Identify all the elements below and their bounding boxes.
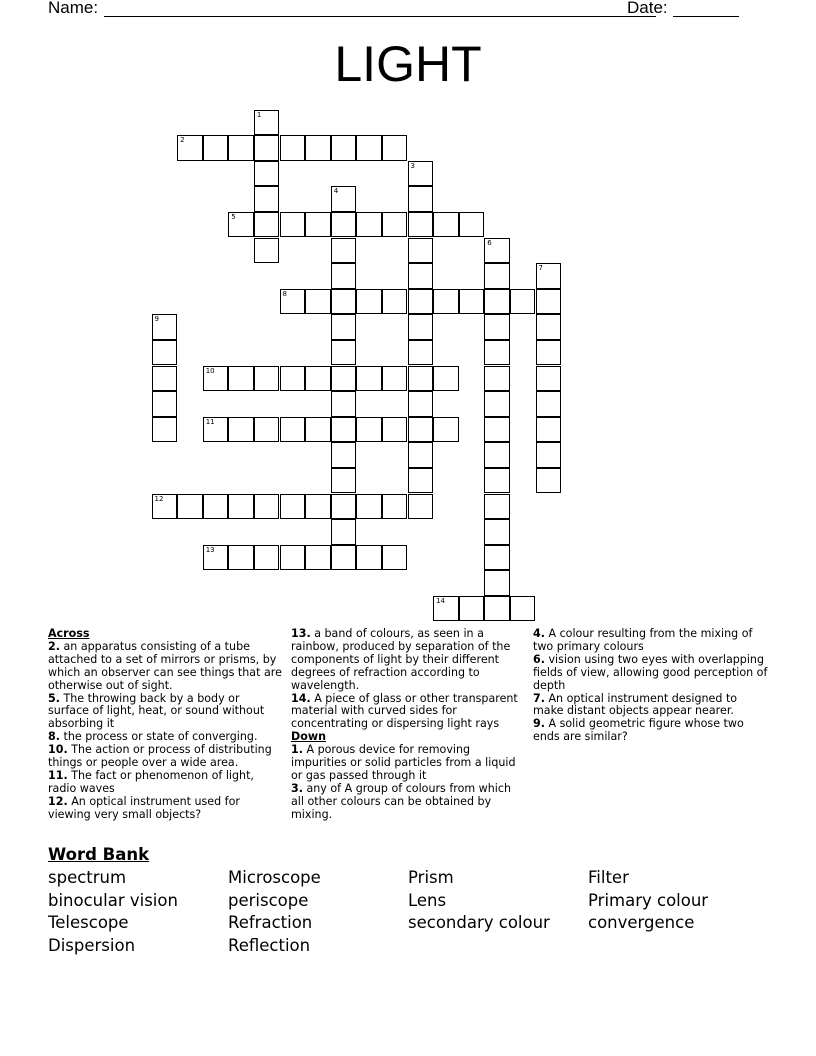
grid-cell[interactable] <box>203 366 229 392</box>
grid-cell[interactable] <box>305 289 331 315</box>
down-clue-4 <box>533 628 771 654</box>
grid-cell[interactable] <box>331 135 357 161</box>
grid-cell[interactable] <box>254 212 280 238</box>
clue-text: An optical instrument used for viewing very small objects? <box>48 794 240 821</box>
word-bank-title: Word Bank <box>48 845 150 864</box>
date-label: Date: <box>627 0 668 17</box>
grid-cell[interactable] <box>484 366 510 392</box>
grid-cell[interactable] <box>536 314 562 340</box>
grid-cell[interactable] <box>254 135 280 161</box>
clue-number: 14. <box>291 691 311 705</box>
grid-cell[interactable] <box>484 570 510 596</box>
grid-cell[interactable] <box>433 212 459 238</box>
grid-cell[interactable] <box>459 596 485 622</box>
grid-cell[interactable] <box>152 340 178 366</box>
grid-cell[interactable] <box>356 289 382 315</box>
grid-cell[interactable] <box>331 238 357 264</box>
grid-cell[interactable] <box>152 494 178 520</box>
grid-cell[interactable] <box>382 289 408 315</box>
down-clue-6 <box>533 654 771 693</box>
clue-number: 7. <box>533 691 545 705</box>
grid-cell[interactable] <box>484 391 510 417</box>
cell-number: 12 <box>154 494 164 503</box>
grid-cell[interactable] <box>280 494 306 520</box>
grid-cell[interactable] <box>484 289 510 315</box>
cell-number: 3 <box>410 161 415 170</box>
across-clue-11 <box>48 770 282 796</box>
word-bank-item: Telescope <box>48 913 129 933</box>
grid-cell[interactable] <box>484 263 510 289</box>
word-bank-item: Refraction <box>228 913 313 933</box>
clue-text: A porous device for removing impurities or solid particles from a liquid or gas passed through it <box>291 743 516 782</box>
puzzle-title: LIGHT <box>334 36 482 92</box>
clue-text: an apparatus consisting of a tube attached to a set of mirrors or prisms, by which an observer can see things that are otherwise out of sight. <box>48 639 282 692</box>
word-bank-item: Microscope <box>228 868 321 887</box>
grid-cell[interactable] <box>510 289 536 315</box>
grid-cell[interactable] <box>408 468 434 494</box>
grid-cell[interactable] <box>408 238 434 264</box>
clue-text: A solid geometric figure whose two ends are similar? <box>533 717 744 744</box>
grid-cell[interactable] <box>254 494 280 520</box>
clue-number: 6. <box>533 652 545 666</box>
clue-number: 10. <box>48 743 68 757</box>
grid-cell[interactable] <box>382 417 408 443</box>
cell-number: 11 <box>205 417 215 426</box>
clue-text: the process or state of converging. <box>63 730 258 744</box>
grid-cell[interactable] <box>152 366 178 392</box>
word-bank-item: Lens <box>408 890 447 910</box>
grid-cell[interactable] <box>331 314 357 340</box>
grid-cell[interactable] <box>382 135 408 161</box>
grid-cell[interactable] <box>536 263 562 289</box>
cell-number: 2 <box>180 136 185 145</box>
clues-column-2 <box>291 628 525 822</box>
grid-cell[interactable] <box>152 391 178 417</box>
word-bank-item: binocular vision <box>48 890 178 910</box>
grid-cell[interactable] <box>484 417 510 443</box>
grid-cell[interactable] <box>510 596 536 622</box>
grid-cell[interactable] <box>254 545 280 571</box>
grid-cell[interactable] <box>484 494 510 520</box>
grid-cell[interactable] <box>484 238 510 264</box>
grid-cell[interactable] <box>408 161 434 187</box>
grid-cell[interactable] <box>408 442 434 468</box>
grid-cell[interactable] <box>382 212 408 238</box>
down-clue-7 <box>533 693 771 719</box>
grid-cell[interactable] <box>305 366 331 392</box>
grid-cell[interactable] <box>408 417 434 443</box>
clue-text: A colour resulting from the mixing of two primary colours <box>533 627 753 653</box>
grid-cell[interactable] <box>203 545 229 571</box>
cell-number: 7 <box>538 264 543 273</box>
grid-cell[interactable] <box>408 186 434 212</box>
grid-cell[interactable] <box>177 494 203 520</box>
clue-text: A piece of glass or other transparent material with curved sides for concentrating or dispersing light rays <box>291 691 518 731</box>
grid-cell[interactable] <box>254 186 280 212</box>
cell-number: 1 <box>256 110 262 119</box>
grid-cell[interactable] <box>228 212 254 238</box>
clue-number: 1. <box>291 743 303 757</box>
grid-cell[interactable] <box>228 135 254 161</box>
across-clue-5 <box>48 693 282 732</box>
grid-cell[interactable] <box>459 289 485 315</box>
grid-cell[interactable] <box>331 340 357 366</box>
grid-cell[interactable] <box>228 494 254 520</box>
grid-cell[interactable] <box>331 212 357 238</box>
grid-cell[interactable] <box>536 366 562 392</box>
clue-text: a band of colours, as seen in a rainbow, produced by separation of the components of light by their different degrees of refraction according to wavelength. <box>291 627 511 692</box>
grid-cell[interactable] <box>331 468 357 494</box>
grid-cell[interactable] <box>280 135 306 161</box>
grid-cell[interactable] <box>280 212 306 238</box>
grid-cell[interactable] <box>459 212 485 238</box>
clue-number: 3. <box>291 781 303 795</box>
grid-cell[interactable] <box>254 238 280 264</box>
grid-cell[interactable] <box>331 545 357 571</box>
down-clue-9 <box>533 718 771 744</box>
grid-cell[interactable] <box>280 545 306 571</box>
clue-text: The fact or phenomenon of light, radio waves <box>48 768 254 795</box>
clue-number: 12. <box>48 794 68 808</box>
grid-cell[interactable] <box>280 366 306 392</box>
grid-cell[interactable] <box>484 340 510 366</box>
across-clue-12 <box>48 796 282 822</box>
grid-cell[interactable] <box>484 468 510 494</box>
grid-cell[interactable] <box>356 494 382 520</box>
grid-cell[interactable] <box>356 545 382 571</box>
grid-cell[interactable] <box>254 417 280 443</box>
grid-cell[interactable] <box>280 289 306 315</box>
grid-cell[interactable] <box>536 289 562 315</box>
word-bank-item: convergence <box>588 913 695 933</box>
word-bank-item: periscope <box>228 890 309 910</box>
grid-cell[interactable] <box>254 110 280 136</box>
word-bank-item: spectrum <box>48 868 127 887</box>
grid-cell[interactable] <box>203 135 229 161</box>
grid-cell[interactable] <box>203 494 229 520</box>
cell-number: 5 <box>231 212 236 221</box>
grid-cell[interactable] <box>331 442 357 468</box>
grid-cell[interactable] <box>254 161 280 187</box>
cell-number: 13 <box>205 545 215 554</box>
clue-number: 8. <box>48 730 60 744</box>
name-label: Name: <box>48 0 99 17</box>
grid-cell[interactable] <box>228 366 254 392</box>
grid-cell[interactable] <box>331 494 357 520</box>
grid-cell[interactable] <box>331 366 357 392</box>
grid-cell[interactable] <box>356 212 382 238</box>
grid-cell[interactable] <box>408 212 434 238</box>
grid-cell[interactable] <box>536 391 562 417</box>
clue-number: 13. <box>291 627 311 640</box>
grid-cell[interactable] <box>536 442 562 468</box>
grid-cell[interactable] <box>280 417 306 443</box>
grid-cell[interactable] <box>408 340 434 366</box>
cell-number: 4 <box>333 187 339 196</box>
grid-cell[interactable] <box>356 366 382 392</box>
grid-cell[interactable] <box>408 391 434 417</box>
grid-cell[interactable] <box>536 468 562 494</box>
grid-cell[interactable] <box>203 417 229 443</box>
across-heading: Across <box>48 627 90 640</box>
word-bank-item: Primary colour <box>588 890 709 910</box>
grid-cell[interactable] <box>408 314 434 340</box>
grid-cell[interactable] <box>433 417 459 443</box>
cell-number: 14 <box>436 596 446 605</box>
grid-cell[interactable] <box>408 494 434 520</box>
clue-number: 2. <box>48 639 60 653</box>
grid-cell[interactable] <box>408 366 434 392</box>
clue-number: 4. <box>533 627 545 640</box>
across-clue-13 <box>291 628 525 693</box>
grid-cell[interactable] <box>484 442 510 468</box>
clue-text: An optical instrument designed to make distant objects appear nearer. <box>533 691 738 718</box>
across-clue-14 <box>291 693 525 732</box>
grid-cell[interactable] <box>408 263 434 289</box>
grid-cell[interactable] <box>433 596 459 622</box>
clue-number: 9. <box>533 717 545 731</box>
grid-cell[interactable] <box>484 519 510 545</box>
grid-cell[interactable] <box>433 366 459 392</box>
grid-cell[interactable] <box>305 212 331 238</box>
grid-cell[interactable] <box>484 314 510 340</box>
cell-number: 8 <box>282 289 287 298</box>
grid-cell[interactable] <box>254 366 280 392</box>
down-clue-3 <box>291 783 525 822</box>
grid-cell[interactable] <box>228 545 254 571</box>
word-bank-item: Dispersion <box>48 936 136 956</box>
grid-cell[interactable] <box>382 545 408 571</box>
word-bank-item: Filter <box>588 868 629 887</box>
grid-cell[interactable] <box>152 314 178 340</box>
cell-number: 6 <box>487 238 492 247</box>
down-clue-1 <box>291 744 525 783</box>
word-bank-item: secondary colour <box>408 913 550 933</box>
grid-cell[interactable] <box>152 417 178 443</box>
grid-cell[interactable] <box>331 263 357 289</box>
clue-text: vision using two eyes with overlapping fields of view, allowing good perception of depth <box>533 652 768 692</box>
grid-cell[interactable] <box>382 494 408 520</box>
grid-cell[interactable] <box>331 289 357 315</box>
grid-cell[interactable] <box>536 340 562 366</box>
grid-cell[interactable] <box>305 135 331 161</box>
grid-cell[interactable] <box>356 417 382 443</box>
clue-text: The throwing back by a body or surface of light, heat, or sound without absorbing it <box>48 691 265 731</box>
clue-number: 5. <box>48 691 60 705</box>
grid-cell[interactable] <box>177 135 203 161</box>
grid-cell[interactable] <box>305 545 331 571</box>
word-bank-item: Prism <box>408 868 454 887</box>
grid-cell[interactable] <box>331 519 357 545</box>
cell-number: 9 <box>154 315 159 324</box>
grid-cell[interactable] <box>382 366 408 392</box>
clue-number: 11. <box>48 768 68 782</box>
cell-number: 10 <box>205 366 215 375</box>
grid-cell[interactable] <box>228 417 254 443</box>
grid-cell[interactable] <box>305 494 331 520</box>
clue-text: The action or process of distributing things or people over a wide area. <box>48 743 272 770</box>
word-bank-item: Reflection <box>228 936 311 956</box>
grid-cell[interactable] <box>356 135 382 161</box>
grid-cell[interactable] <box>408 289 434 315</box>
across-clue-2 <box>48 641 282 693</box>
grid-cell[interactable] <box>331 417 357 443</box>
grid-cell[interactable] <box>484 596 510 622</box>
grid-cell[interactable] <box>331 186 357 212</box>
grid-cell[interactable] <box>536 417 562 443</box>
grid-cell[interactable] <box>484 545 510 571</box>
grid-cell[interactable] <box>305 417 331 443</box>
clue-text: any of A group of colours from which all other colours can be obtained by mixing. <box>291 781 512 821</box>
across-clue-10 <box>48 744 282 770</box>
clues-column-1 <box>48 628 282 822</box>
clues-column-3 <box>533 628 771 744</box>
down-heading: Down <box>291 730 326 744</box>
grid-cell[interactable] <box>331 391 357 417</box>
grid-cell[interactable] <box>433 289 459 315</box>
